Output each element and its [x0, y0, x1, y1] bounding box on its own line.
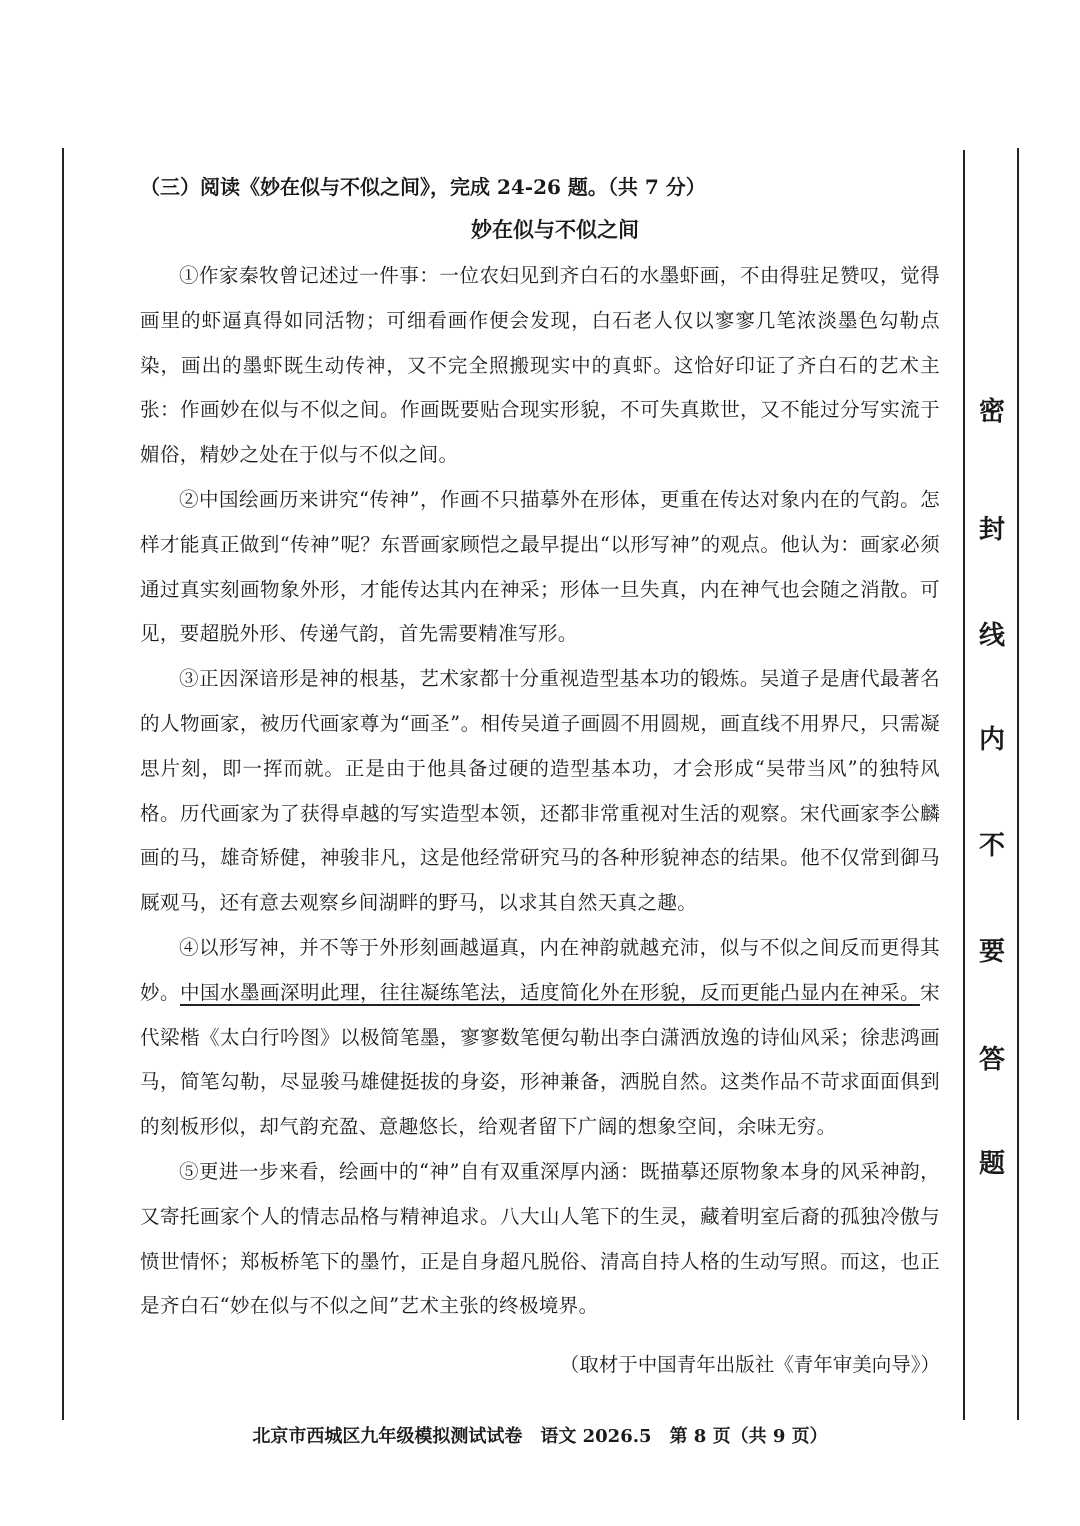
paragraph-2: ②中国绘画历来讲究“传神”，作画不只描摹外在形体，更重在传达对象内在的气韵。怎样才能真正做到“传神”呢？东晋画家顾恺之最早提出“以形写神”的观点。他认为：画家必须通过真实刻画物象外形，才能传达其内在神采；形体一旦失真，内在神气也会随之消散。可见，要超脱外形、传递气韵，首先需要精准写形。: [140, 487, 940, 646]
paragraph-5: ⑤更进一步来看，绘画中的“神”自有双重深厚内涵：既描摹还原物象本身的风采神韵，又寄托画家个人的情志品格与精神追求。八大山人笔下的生灵，藏着明室后裔的孤独冷傲与愤世情怀；郑板桥笔下的墨竹，正是自身超凡脱俗、清高自持人格的生动写照。而这，也正是齐白石“妙在似与不似之间”艺术主张的终极境界。: [140, 1159, 940, 1318]
seal-char: 要: [978, 937, 1005, 967]
seal-line-outer: [1017, 148, 1019, 1420]
paragraph-1: ①作家秦牧曾记述过一件事：一位农妇见到齐白石的水墨虾画，不由得驻足赞叹，觉得画里的虾逼真得如同活物；可细看画作便会发现，白石老人仅以寥寥几笔浓淡墨色勾勒点染，画出的墨虾既生动传神，又不完全照搬现实中的真虾。这恰好印证了齐白石的艺术主张：作画妙在似与不似之间。作画既要贴合现实形貌，不可失真欺世，又不能过分写实流于媚俗，精妙之处在于似与不似之间。: [140, 264, 940, 467]
underlined-sentence: 中国水墨画深明此理，往往凝练笔法，适度简化外在形貌，反而更能凸显内在神采。: [180, 980, 921, 1004]
seal-char: 题: [978, 1149, 1005, 1179]
paragraph-4-start: ④以形写神，并不等于外形刻画越逼真，内在神韵就越充沛，似与不似之间反而更得其妙。: [140, 935, 940, 1004]
seal-char: 不: [978, 831, 1005, 861]
seal-line-inner: [963, 150, 965, 1420]
paragraph-3: ③正因深谙形是神的根基，艺术家都十分重视造型基本功的锻炼。吴道子是唐代最著名的人物画家，被历代画家尊为“画圣”。相传吴道子画圆不用圆规，画直线不用界尺，只需凝思片刻，即一挥而就。正是由于他具备过硬的造型基本功，才会形成“吴带当风”的独特风格。历代画家为了获得卓越的写实造型本领，还都非常重视对生活的观察。宋代画家李公麟画的马，雄奇矫健，神骏非凡，这是他经常研究马的各种形貌神态的结果。他不仅常到御马厩观马，还有意去观察乡间湖畔的野马，以求其自然天真之趣。: [140, 667, 940, 915]
seal-char: 内: [978, 725, 1005, 755]
article-title: 妙在似与不似之间: [471, 217, 639, 242]
seal-char: 密: [978, 397, 1005, 427]
paragraph-4: [140, 926, 940, 1150]
section-header: （三）阅读《妙在似与不似之间》，完成 24-26 题。（共 7 分）: [140, 175, 706, 199]
seal-char: 封: [978, 515, 1005, 545]
reading-section: [140, 168, 940, 1385]
seal-char: 答: [978, 1045, 1005, 1075]
seal-char: 线: [978, 621, 1005, 651]
left-margin-rule: [62, 148, 64, 1420]
source-citation: （取材于中国青年出版社《青年审美向导》）: [559, 1353, 940, 1377]
paragraph-4-rest: 宋代梁楷《太白行吟图》以极简笔墨，寥寥数笔便勾勒出李白潇洒放逸的诗仙风采；徐悲鸿画马，简笔勾勒，尽显骏马雄健挺拔的身姿，形神兼备，洒脱自然。这类作品不苛求面面俱到的刻板形似，却气韵充盈、意趣悠长，给观者留下广阔的想象空间，余味无穷。: [140, 980, 940, 1139]
page-footer: 北京市西城区九年级模拟测试试卷 语文 2026.5 第 8 页（共 9 页）: [252, 1426, 828, 1447]
